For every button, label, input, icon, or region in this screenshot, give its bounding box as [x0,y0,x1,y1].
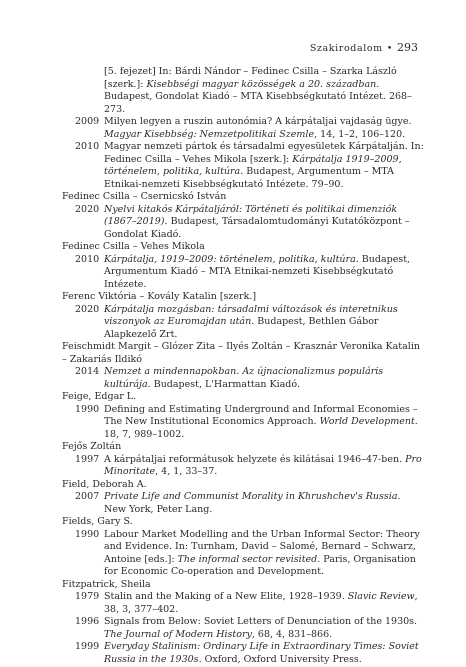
reference-body [104,404,424,442]
reference-entry [62,491,424,516]
reference-year: 1990 [75,528,100,540]
reference-title: Kisebbségi magyar közösségek a 20. században [146,78,377,90]
reference-entry [62,641,424,666]
reference-body [104,366,424,391]
reference-text: A kárpátaljai reformátusok helyzete és kilátásai 1946–47-ben. [104,453,406,465]
reference-entry [62,141,424,191]
reference-body [104,304,424,342]
reference-text: Milyen legyen a ruszin autonómia? A kárpátaljai vajdaság ügye. [104,116,412,127]
reference-body [104,204,424,242]
reference-year: 2010 [75,141,100,152]
reference-text: Labour Market Modelling and the Urban Informal Sector: Theory and Evidence. In: Turnham, David – Salomé, Bernard – Schwarz, Antoine [eds.]: [104,528,420,565]
reference-entry [62,616,424,641]
reference-year: 1996 [75,616,100,627]
reference-year: 2009 [75,116,100,127]
reference-title: Private Life and Communist Morality in Khrushchev's Russia [104,491,398,502]
reference-text: . Budapest, Bethlen Gábor Alapkezelő Zrt. [104,316,379,340]
author-heading: Fields, Gary S. [62,516,133,527]
reference-text: Stalin and the Making of a New Elite, 1928–1939. [104,591,348,602]
reference-text: , 14, 1–2, 106–120. [314,128,406,140]
reference-text: Defining and Estimating Underground and Informal Economies – The New Institutional Economics Approach. [104,403,418,427]
reference-body [104,141,424,191]
reference-continuation [62,66,424,116]
reference-title: Pro Minoritate [104,453,422,477]
reference-year: 2014 [75,366,100,377]
reference-text: . Budapest, Argumentum – MTA Etnikai-nemzeti Kisebbségkutató Intézete. 79–90. [104,166,395,190]
author-heading: Field, Deborah A. [62,478,147,490]
reference-year: 2010 [75,253,100,265]
reference-entry [62,254,424,292]
reference-year: 1990 [75,403,100,415]
reference-body [104,529,424,579]
reference-title: Everyday Stalinism: Ordinary Life in Extraordinary Times: Soviet Russia in the 1930s [104,641,419,665]
author-heading: Fitzpatrick, Sheila [62,578,151,590]
reference-entry [62,591,424,616]
reference-text: . New York, Peter Lang. [104,491,401,515]
reference-text: , 38, 3, 377–402. [104,591,418,615]
reference-text: . Budapest, Társadalomtudományi Kutatóközpont – Gondolat Kiadó. [104,216,410,240]
reference-text: Signals from Below: Soviet Letters of Denunciation of the 1930s. [104,616,418,627]
reference-year: 1999 [75,641,100,652]
reference-entry [62,404,424,442]
reference-body [104,491,424,516]
reference-entry [62,529,424,579]
reference-title: Nemzet a mindennapokban. Az újnacionalizmus populáris kultúrája [104,366,384,390]
reference-text: . Budapest, Argumentum Kiadó – MTA Etnikai-nemzeti Kisebbségkutató Intézete. [104,253,411,290]
reference-body [104,254,424,292]
reference-title: Kárpátalja mozgásban: társadalmi változások és interetnikus viszonyok az Euromajdan után [104,303,398,327]
running-header [310,42,418,56]
reference-title: Kárpátalja, 1919–2009: történelem, politika, kultúra [104,253,356,265]
header-bullet: • [386,43,393,54]
author-heading: Feischmidt Margit – Glózer Zita – Ilyés Zoltán – Krasznár Veronika Katalin – Zakariás Ildikó [62,341,420,365]
reference-entry [62,204,424,242]
reference-text: , 68, 4, 831–866. [251,628,333,640]
reference-text: . 18, 7, 989–1002. [104,416,418,440]
reference-year: 2020 [75,203,100,215]
reference-body [104,116,424,141]
reference-text: [5. fejezet] In: Bárdi Nándor – Fedinec Csilla – Szarka László [szerk.]: [104,66,397,90]
reference-title: The informal sector revisited [177,553,318,565]
reference-title: Slavic Review [347,591,415,602]
author-heading: Ferenc Viktória – Kovály Katalin [szerk.] [62,291,257,302]
reference-text: . Budapest, L'Harmattan Kiadó. [147,378,300,390]
reference-year: 1979 [75,591,100,602]
reference-title: The Journal of Modern History [104,628,252,640]
reference-text: Magyar nemzeti pártok és társadalmi egyesületek Kárpátalján. In: Fedinec Csilla – Vehes Mikola [szerk.]: [104,141,424,165]
author-heading: Fedinec Csilla – Vehes Mikola [62,241,205,252]
reference-title: Nyelvi kitakós Kárpátaljáról: Történeti és politikai dimenziók (1867–2019) [104,203,398,227]
reference-text: . Budapest, Gondolat Kiadó – MTA Kisebbségkutató Intézet. 268–273. [104,78,412,115]
reference-entry [62,366,424,391]
reference-body [104,641,424,666]
reference-body [104,616,424,641]
reference-body [104,454,424,479]
reference-entry [62,116,424,141]
reference-entry [62,454,424,479]
author-heading: Fejős Zoltán [62,441,122,452]
reference-year: 2020 [75,303,100,315]
reference-body [104,591,424,616]
reference-title: Magyar Kisebbség: Nemzetpolitikai Szemle [104,128,315,140]
section-title: Szakirodalom [309,43,383,54]
page-number: 293 [397,41,418,54]
reference-text: , 4, 1, 33–37. [155,466,218,477]
reference-entry [62,304,424,342]
reference-year: 2007 [75,491,100,502]
reference-title: World Development [319,416,415,427]
bibliography-list [62,66,424,666]
reference-text: . Oxford, Oxford University Press. [198,653,362,665]
reference-year: 1997 [75,453,100,465]
author-heading: Fedinec Csilla – Csernicskó István [62,191,227,202]
reference-text: . Paris, Organisation for Economic Co-operation and Development. [104,553,416,577]
reference-title: Kárpátalja 1919–2009, történelem, politika, kultúra [104,153,402,177]
author-heading: Feige, Edgar L. [62,391,137,402]
